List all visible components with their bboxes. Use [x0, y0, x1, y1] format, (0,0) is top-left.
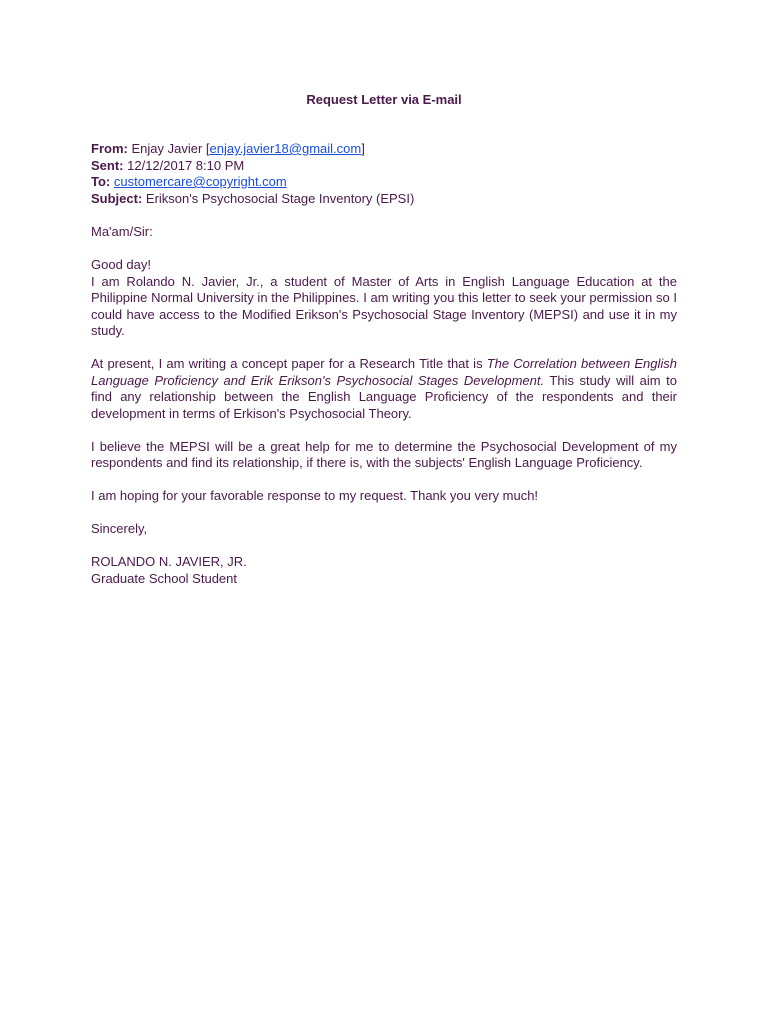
from-email-link[interactable]: enjay.javier18@gmail.com	[209, 141, 362, 156]
from-bracket-close: ]	[361, 141, 365, 156]
closing: Sincerely,	[91, 521, 148, 536]
to-line	[91, 174, 677, 191]
letter-body	[91, 224, 677, 587]
paragraph-intro: I am Rolando N. Javier, Jr., a student of Master of Arts in English Language Education at the Philippine Normal University in the Philippines. I am writing you this letter to seek your permission so I could have access to the Modified Erikson's Psychosocial Stage Inventory (MEPSI) and use it in my study.	[91, 273, 677, 338]
paragraph-mepsi: I believe the MEPSI will be a great help for me to determine the Psychosocial Development of my respondents and find its relationship, if there is, with the subjects' English Language Proficiency.	[91, 438, 677, 470]
email-header	[91, 141, 677, 207]
sent-value: 12/12/2017 8:10 PM	[127, 157, 245, 173]
sent-label: Sent:	[91, 157, 124, 173]
from-name: Enjay Javier	[131, 141, 203, 156]
to-label: To:	[91, 174, 111, 189]
document-title: Request Letter via E-mail	[306, 92, 462, 107]
from-bracket-open: [	[202, 141, 210, 156]
greeting: Good day!	[91, 257, 151, 272]
signature-name: ROLANDO N. JAVIER, JR.	[91, 554, 247, 569]
from-line	[91, 141, 677, 158]
subject-value: Erikson's Psychosocial Stage Inventory (EPSI)	[145, 190, 415, 206]
subject-line	[91, 191, 677, 208]
sent-line	[91, 158, 677, 175]
paragraph-research-start: At present, I am writing a concept paper for a Research Title that is	[91, 356, 487, 371]
salutation: Ma'am/Sir:	[91, 224, 153, 239]
paragraph-research	[91, 356, 677, 422]
signature-title: Graduate School Student	[91, 570, 237, 586]
subject-label: Subject:	[91, 190, 143, 206]
paragraph-research-end: This study will aim to find any relationship between the English Language Proficiency of the respondents and their development in terms of Erkison's Psychosocial Theory.	[91, 372, 677, 421]
research-title: The Correlation between English Language Proficiency and Erik Erikson's Psychosocial Stages Development.	[91, 356, 677, 388]
paragraph-closing-request: I am hoping for your favorable response to my request. Thank you very much!	[91, 488, 539, 503]
from-label: From:	[91, 141, 128, 156]
to-email-link[interactable]: customercare@copyright.com	[113, 174, 287, 189]
